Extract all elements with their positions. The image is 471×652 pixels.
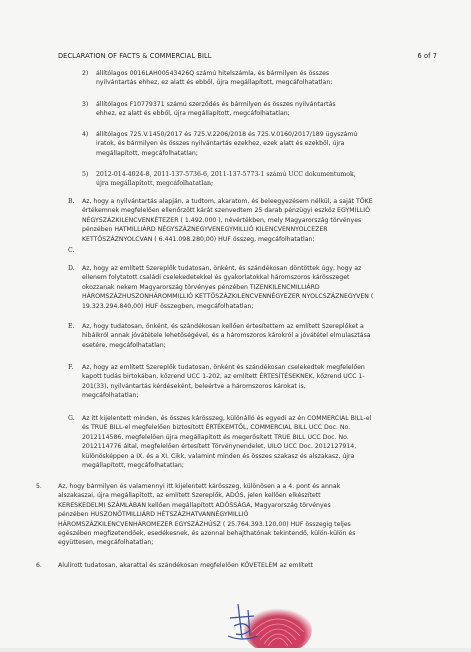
text-line: értékemnek megfelelően ellenőrzött kárát szenvedtem 25 darab pénzügyi eszköz EGYMILLIÓ	[82, 207, 370, 215]
item-letter: E.	[68, 323, 75, 330]
text-line: ehhez, ez alatt és ebből, újra megállapított, megcáfolhatatlan;	[96, 110, 290, 118]
item-number: 5.	[36, 483, 42, 490]
text-line: állítólagos F10779371 számú szerződés és bármilyen és összes nyilvántartás	[96, 101, 336, 108]
item-letter: G.	[68, 415, 75, 422]
item-5	[36, 482, 443, 548]
text-line: 19.323.294.840,00) HUF összegben, megcáfolhatatlan;	[82, 302, 254, 310]
text-line: pénzében HATMILLIÁRD NÉGYSZÁZNEGYVENEGYMILLIÓ KILENCVENNYOLCEZER	[82, 226, 328, 234]
signature-and-fingerprint	[220, 596, 330, 648]
sub-item-5	[82, 170, 446, 189]
item-number: 2)	[82, 70, 89, 77]
item-letter: C.	[68, 247, 75, 254]
sub-item-3	[82, 100, 446, 119]
text-line: 2012-014-4024-8, 2011-137-5736-6, 2011-137-5773-1 számú UCC dokumentumok,	[96, 171, 356, 178]
item-number: 6.	[36, 562, 42, 569]
item-e	[68, 322, 442, 350]
text-line: Az, hogy tudatosan, önként, és szándékosan kellően értesítettem az említett Szereplőket a	[82, 323, 364, 330]
text-line: Az itt kijelentett minden, és összes kárösszeg, különálló és egyedi az én COMMERCIAL BILL-el	[82, 415, 372, 422]
text-line: Az, hogy a nyilvántartás alapján, a tudtom, akaratom, és beleegyezésem nélkül, a saját TŐKE	[82, 198, 373, 205]
text-line: esetére, megcáfolhatatlan;	[82, 341, 166, 349]
text-line: okozzanak nekem Magyarország törvényes pénzében TIZENKILENCMILLIÁRD	[82, 283, 320, 291]
text-line: megállapított, megcáfolhatatlan;	[96, 149, 198, 157]
text-line: egészében megfizetendőek, esedékesnek, és azonnal behajthatónak tekintendő, külön-külön és	[58, 530, 356, 538]
text-line: Az, hogy bármilyen és valamennyi itt kijelentett kárösszeg, különösen a a 4. pont és annak	[58, 483, 341, 490]
item-letter: B.	[68, 198, 75, 205]
text-line: KERESKEDELMI SZÁMLÁBAN kellően megállapított ADÓSSÁGA, Magyarország törvényes	[58, 501, 331, 509]
text-line: kapott tudás birtokában, kőzrend UCC 1-202, az említett ÉRTESÍTÉSEKNEK, kőzrend UCC 1-	[82, 373, 365, 381]
text-line: KETTŐSZÁZNYOLCVAN ( 6.441.098.280,00) HUF összeg, megcáfolhatatlan;	[82, 235, 315, 243]
item-letter: F.	[68, 364, 74, 371]
text-line: nyilvántartás ehhez, ez alatt és ebből, újra megállapított, megcáfolhatatlan;	[96, 79, 333, 87]
item-g	[68, 414, 442, 470]
text-line: pénzében HUSZONÖTMILLIÁRD HÉTSZÁZHATVANNÉGYMILLIÓ	[58, 511, 249, 519]
text-line: Alulírott tudatosan, akarattal és szándékosan megfelelően KÖVETELEM az említett	[58, 562, 313, 569]
item-d	[68, 264, 442, 311]
text-line: ellenem folytatott családi cselekedetekkel és gyakorlatokkal háromszoros kárösszeget	[82, 274, 350, 282]
item-6	[36, 561, 443, 570]
text-line: Az, hogy az említett Szereplők tudatosan, önként és szándékosan cselekedtek megfelelően	[82, 364, 365, 371]
text-line: megcáfolhatatlan;	[82, 392, 139, 400]
item-letter: D.	[68, 265, 75, 272]
text-line: Az, hogy az említett Szereplők tudatosan, önként, és szándékosan döntöttek úgy, hogy az	[82, 265, 362, 272]
text-line: különösképpen a IX. és a XI. Cikk, valamint minden és összes szakasz és alszakasz, újra	[82, 452, 355, 460]
text-line: 201(33), nyilvántartás kérdéseként, beleértve a háromszoros károkat is,	[82, 382, 306, 390]
text-line: HÁROMSZÁZHUSZONHÁROMMILLIÓ KETTŐSZÁZKILENCVENNÉGYEZER NYOLCSZÁZNEGYVEN (	[82, 293, 374, 301]
text-line: NÉGYSZÁZKILENCVENKÉTEZER ( 1.492.000 ), névértékben, mely Magyarország törvényes	[82, 216, 362, 224]
document-title: DECLARATION OF FACTS & COMMERCIAL BILL	[58, 52, 212, 60]
text-line: újra megállapított, megcáfolhatatlan;	[96, 180, 214, 188]
text-line: hibáikról annak jóvátétele lehetőségével, és a háromszoros károkról a jóvátétel elmulasztása	[82, 332, 371, 340]
item-b	[68, 197, 442, 244]
item-f	[68, 363, 442, 401]
text-line: 2012114776 által, megfelelően értesített Törvénynendelet, UILO UCC Doc. 2012127914,	[82, 443, 357, 451]
item-number: 5)	[82, 171, 89, 178]
text-line: iratok, és bármilyen és összes nyilvántartás ezekhez, ezek alatt és ezekből, újra	[96, 140, 345, 148]
text-line: és TRUE BILL-el megfelelően biztosított ÉRTÉKEMTŐL, COMMERCIAL BILL UCC Doc. No.	[82, 424, 351, 432]
sub-item-2	[82, 69, 446, 88]
text-line: HÁROMSZÁZKILENCVENHÁROMEZER EGYSZÁZHÚSZ ( 25.764.393.120,00) HUF összegig teljes	[58, 520, 351, 528]
text-line: együttesen, megcáfolhatatlan;	[58, 539, 154, 547]
page-header	[58, 52, 437, 60]
item-number: 4)	[82, 131, 89, 138]
item-number: 3)	[82, 101, 89, 108]
page-number: 6 of 7	[417, 52, 437, 60]
text-line: megállapított, megcáfolhatatlan;	[82, 462, 184, 470]
text-line: állítólagos 0016LAH00543426Q számú hitelszámla, és bármilyen és összes	[96, 70, 330, 77]
text-line: állítólagos 725.V.1450/2017 és 725.V.2206/2018 és 725.V.0160/2017/189 ügyszámú	[96, 131, 358, 138]
sub-item-4	[82, 130, 446, 158]
text-line: alszakaszai, újra megállapított, az említett Szereplők, ADÓS, jelen kellően elkészített	[58, 492, 321, 500]
text-line: 2012114586, megfelelően újra megállapított és megerősített TRUE BILL UCC Doc. No.	[82, 433, 349, 441]
fingerprint-stamp-icon	[220, 596, 330, 648]
